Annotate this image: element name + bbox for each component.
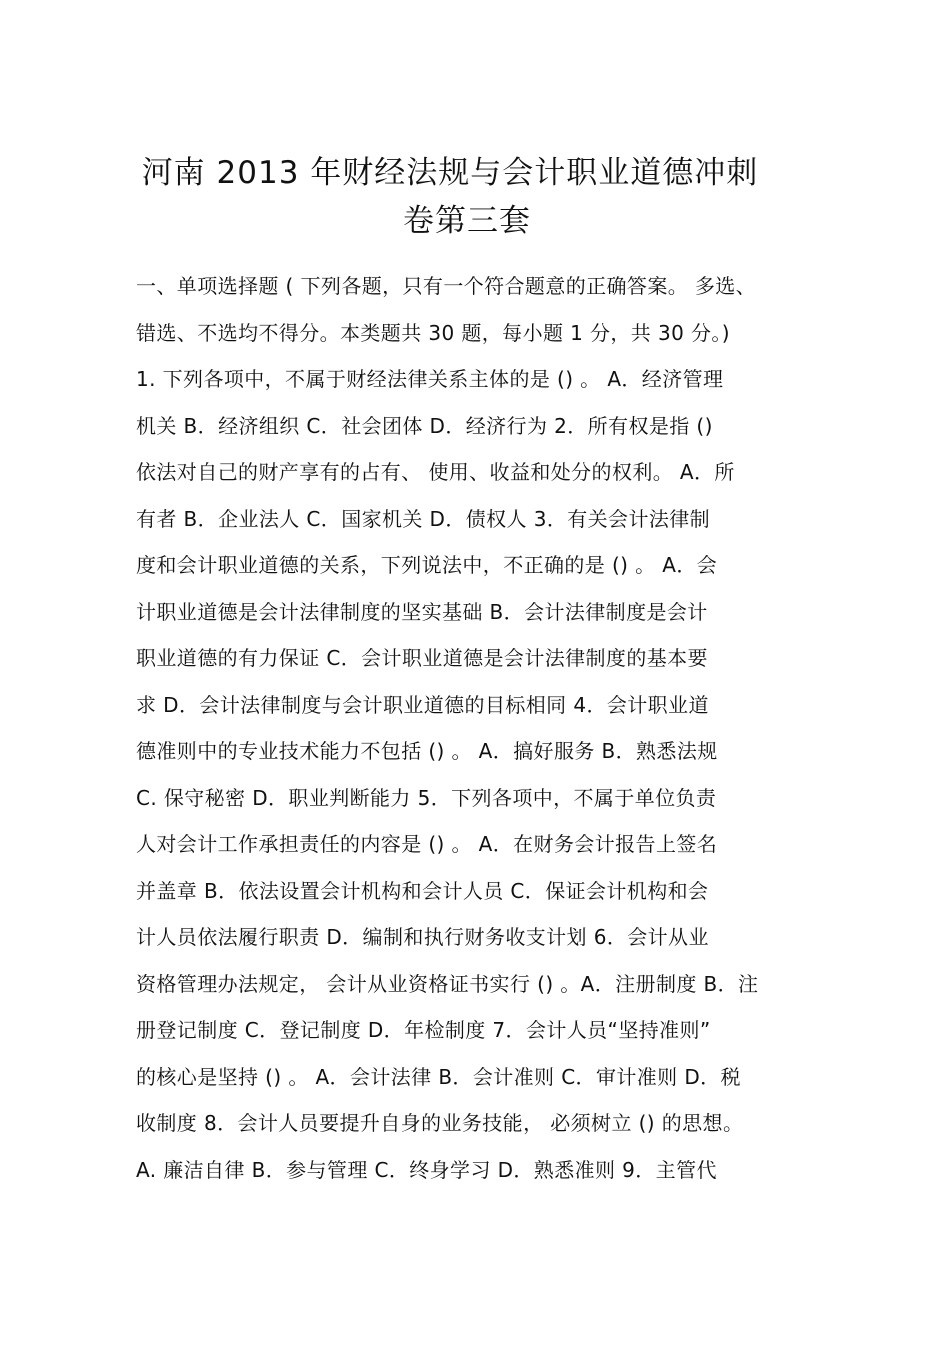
body-line: 一、单项选择题 ( 下列各题，只有一个符合题意的正确答案。 多选、: [136, 274, 757, 298]
body-line: 度和会计职业道德的关系，下列说法中，不正确的是 () 。 A．会: [136, 553, 718, 577]
body-line: 册登记制度 C．登记制度 D．年检制度 7．会计人员“坚持准则”: [136, 1018, 711, 1042]
body-line: 机关 B．经济组织 C．社会团体 D．经济行为 2．所有权是指 (): [136, 413, 713, 438]
body-line: 计职业道德是会计法律制度的坚实基础 B．会计法律制度是会计: [136, 599, 708, 624]
body-line: 求 D．会计法律制度与会计职业道德的目标相同 4．会计职业道: [136, 692, 709, 717]
body-line: 人对会计工作承担责任的内容是 () 。 A．在财务会计报告上签名: [136, 832, 718, 856]
body-line: 资格管理办法规定， 会计从业资格证书实行 () 。A．注册制度 B．注: [136, 971, 759, 996]
document-body: [136, 263, 826, 1193]
body-line: A. 廉洁自律 B．参与管理 C．终身学习 D．熟悉准则 9．主管代: [136, 1157, 717, 1182]
body-line: 依法对自己的财产享有的占有、 使用、收益和处分的权利。 A．所: [136, 460, 735, 484]
body-line: 1. 下列各项中，不属于财经法律关系主体的是 () 。 A．经济管理: [136, 367, 724, 391]
body-line: 收制度 8．会计人员要提升自身的业务技能， 必须树立 () 的思想。: [136, 1111, 744, 1135]
body-line: C. 保守秘密 D．职业判断能力 5．下列各项中，不属于单位负责: [136, 785, 717, 810]
body-line: 职业道德的有力保证 C．会计职业道德是会计法律制度的基本要: [136, 646, 708, 670]
document-title-line-1: 河南 2013 年财经法规与会计职业道德冲刺: [141, 155, 759, 191]
body-line: 并盖章 B．依法设置会计机构和会计人员 C．保证会计机构和会: [136, 878, 709, 903]
body-line: 的核心是坚持 () 。 A．会计法律 B．会计准则 C．审计准则 D．税: [136, 1064, 741, 1089]
document-title-line-2: 卷第三套: [403, 203, 531, 239]
body-line: 有者 B．企业法人 C．国家机关 D．债权人 3．有关会计法律制: [136, 506, 711, 531]
body-line: 德准则中的专业技术能力不包括 () 。 A．搞好服务 B．熟悉法规: [136, 739, 718, 763]
body-line: 错选、不选均不得分。本类题共 30 题，每小题 1 分，共 30 分。): [136, 320, 730, 345]
body-line: 计人员依法履行职责 D．编制和执行财务收支计划 6．会计从业: [136, 925, 709, 949]
